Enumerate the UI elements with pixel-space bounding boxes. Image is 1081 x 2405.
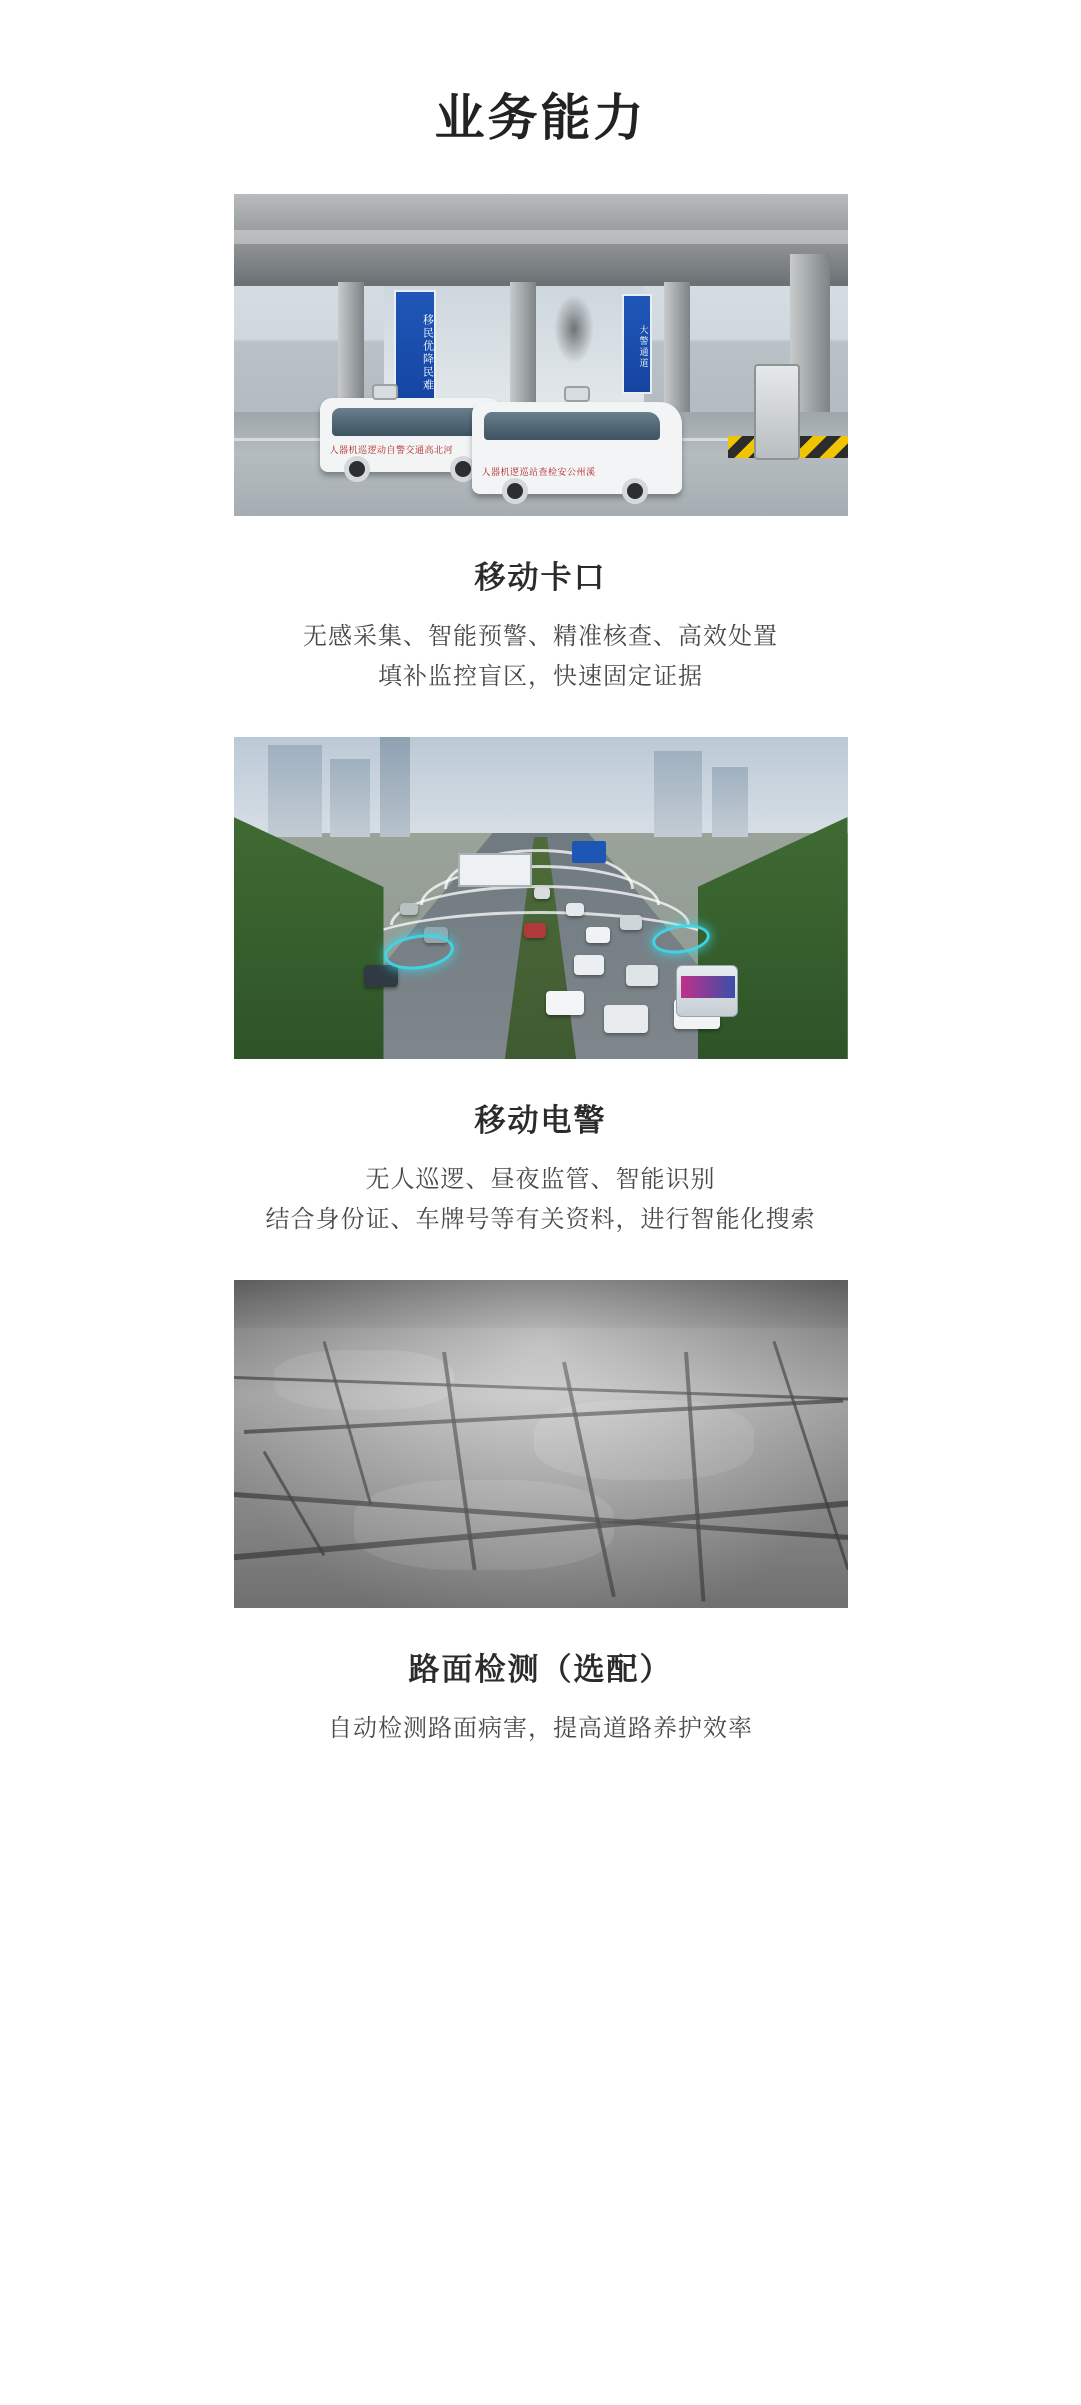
page-title: 业务能力 (434, 90, 647, 146)
mobile-traffic-police-photo (234, 737, 848, 1059)
vehicle (364, 965, 398, 987)
vehicle (524, 923, 546, 938)
caption-title: 移动卡口 (474, 560, 607, 595)
section-road-surface-detection (0, 1280, 1081, 1749)
car-wheel (344, 456, 370, 482)
section-mobile-checkpoint (0, 194, 1081, 697)
pavement-shading (234, 1280, 848, 1608)
car-b-body-text: 人器机逻巡站查检安公州溪 (481, 467, 596, 477)
ai-detection-halo (650, 921, 711, 957)
vehicle (534, 887, 550, 899)
traffic-vehicles (234, 737, 848, 1059)
vehicle (604, 1005, 648, 1033)
car-window (332, 408, 486, 436)
vehicle (574, 955, 604, 975)
section-mobile-traffic-police (0, 737, 1081, 1240)
vehicle (400, 903, 418, 915)
caption-title: 移动电警 (474, 1103, 607, 1138)
section-divider (0, 697, 1081, 737)
patrol-car-b (472, 402, 682, 494)
car-window (484, 412, 660, 440)
caption-line: 无人巡逻、昼夜监管、智能识别 (365, 1166, 716, 1193)
caption-line: 结合身份证、车牌号等有关资料，进行智能化搜索 (265, 1206, 816, 1233)
vehicle (620, 915, 642, 930)
banner-right: 大警通道 (622, 294, 652, 394)
banner-left: 移民优降民难 (394, 290, 436, 410)
lidar-sensor (564, 386, 590, 402)
car-wheel (622, 478, 648, 504)
smoke-plume (554, 294, 594, 364)
mobile-checkpoint-photo (234, 194, 848, 516)
caption-title: 路面检测（选配） (408, 1652, 673, 1687)
vehicle (586, 927, 610, 943)
car-wheel (502, 478, 528, 504)
toll-booth (754, 364, 800, 460)
lidar-sensor (372, 384, 398, 400)
caption-line: 无感采集、智能预警、精准核查、高效处置 (303, 623, 778, 650)
vehicle (626, 965, 658, 986)
caption-line: 自动检测路面病害，提高道路养护效率 (328, 1715, 753, 1742)
toll-canopy (234, 194, 848, 286)
caption-line: 填补监控盲区，快速固定证据 (378, 663, 703, 690)
city-bus (676, 965, 738, 1017)
vehicle (546, 991, 584, 1015)
road-surface-detection-photo (234, 1280, 848, 1608)
vehicle (566, 903, 584, 916)
car-a-body-text: 人器机巡逻动自警交通高北河 (329, 445, 454, 455)
section-divider (0, 1240, 1081, 1280)
